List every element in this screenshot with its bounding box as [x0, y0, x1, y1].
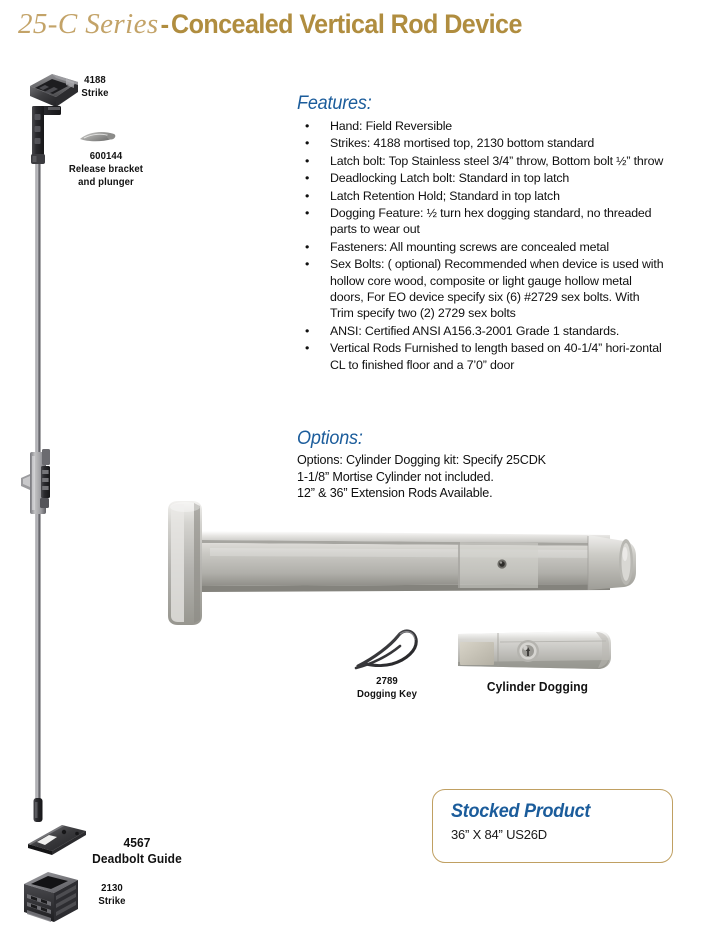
bullet-icon: • — [305, 171, 310, 186]
feature-item — [297, 340, 665, 373]
page-title — [18, 8, 710, 48]
title-separator: - — [160, 9, 170, 39]
feature-item — [297, 205, 665, 238]
feature-item — [297, 153, 665, 169]
vertical-rod-assembly-image — [18, 104, 82, 834]
dogging-key-number: 2789 — [376, 676, 398, 687]
feature-text: Deadlocking Latch bolt: Standard in top latch — [330, 171, 570, 186]
bullet-icon: • — [305, 257, 310, 272]
features-section — [297, 93, 665, 374]
stocked-product-box — [432, 789, 673, 863]
title-main: Concealed Vertical Rod Device — [171, 9, 523, 39]
stocked-product-title: Stocked Product — [451, 801, 591, 822]
feature-item — [297, 323, 665, 339]
feature-text: Strikes: 4188 mortised top, 2130 bottom standard — [330, 136, 595, 151]
features-list — [297, 118, 665, 373]
cylinder-dogging-label — [475, 679, 599, 695]
feature-item — [297, 256, 665, 322]
deadbolt-guide-4567-label — [77, 835, 197, 867]
feature-text: Latch Retention Hold; Standard in top latch — [330, 188, 560, 203]
exit-device-image — [158, 498, 648, 630]
feature-item — [297, 118, 665, 134]
bullet-icon: • — [305, 119, 310, 133]
option-line: 12” & 36” Extension Rods Available. — [297, 486, 493, 501]
deadbolt-guide-name: Deadbolt Guide — [92, 851, 182, 866]
strike-2130-number: 2130 — [101, 883, 123, 894]
feature-text: Vertical Rods Furnished to length based on 40-1/4” hori-zontal CL to finished floor and a 7’0” door — [330, 341, 662, 372]
bullet-icon: • — [305, 323, 310, 338]
option-line: 1-1/8” Mortise Cylinder not included. — [297, 469, 494, 484]
feature-text: Sex Bolts: ( optional) Recommended when device is used with hollow core wood, composite or light gauge hollow metal doors, For EO device specify six (6) #2729 sex bolts. With Trim specify two (2) 2729 sex bolts — [330, 257, 664, 321]
bullet-icon: • — [305, 188, 310, 203]
strike-2130-name: Strike — [98, 896, 126, 907]
feature-text: Latch bolt: Top Stainless steel 3/4” throw, Bottom bolt ½” throw — [330, 153, 664, 168]
strike-2130-label — [73, 882, 150, 908]
release-bracket-number: 600144 — [89, 151, 123, 162]
feature-item — [297, 188, 665, 204]
feature-item — [297, 170, 665, 186]
bullet-icon: • — [305, 206, 310, 221]
strike-4188-name: Strike — [81, 88, 109, 99]
deadbolt-guide-number: 4567 — [123, 835, 151, 850]
options-section — [297, 428, 665, 502]
options-heading: Options: — [297, 428, 363, 449]
bullet-icon: • — [305, 239, 310, 254]
cylinder-dogging-name: Cylinder Dogging — [486, 679, 589, 694]
dogging-key-name: Dogging Key — [357, 689, 417, 700]
feature-text: Dogging Feature: ½ turn hex dogging standard, no threaded parts to wear out — [330, 206, 652, 237]
strike-4188-number: 4188 — [84, 75, 106, 86]
release-bracket-600144-image — [78, 128, 120, 146]
title-series: 25-C Series — [18, 8, 159, 40]
dogging-key-2789-image — [352, 622, 430, 678]
option-line: Options: Cylinder Dogging kit: Specify 25CDK — [297, 453, 546, 467]
features-heading: Features: — [297, 93, 372, 114]
bullet-icon: • — [305, 153, 310, 168]
release-bracket-name-2: and plunger — [78, 177, 134, 188]
feature-item — [297, 135, 665, 151]
feature-item — [297, 239, 665, 255]
bullet-icon: • — [305, 136, 310, 151]
strike-4188-label — [59, 74, 131, 100]
dogging-key-2789-label — [344, 675, 430, 701]
feature-text: ANSI: Certified ANSI A156.3-2001 Grade 1 standards. — [330, 323, 620, 338]
bullet-icon: • — [305, 341, 310, 356]
feature-text: Hand: Field Reversible — [330, 119, 453, 133]
stocked-product-spec: 36” X 84” US26D — [451, 827, 547, 842]
feature-text: Fasteners: All mounting screws are concealed metal — [330, 239, 609, 254]
release-bracket-name-1: Release bracket — [68, 164, 144, 175]
cylinder-dogging-image — [456, 626, 616, 674]
